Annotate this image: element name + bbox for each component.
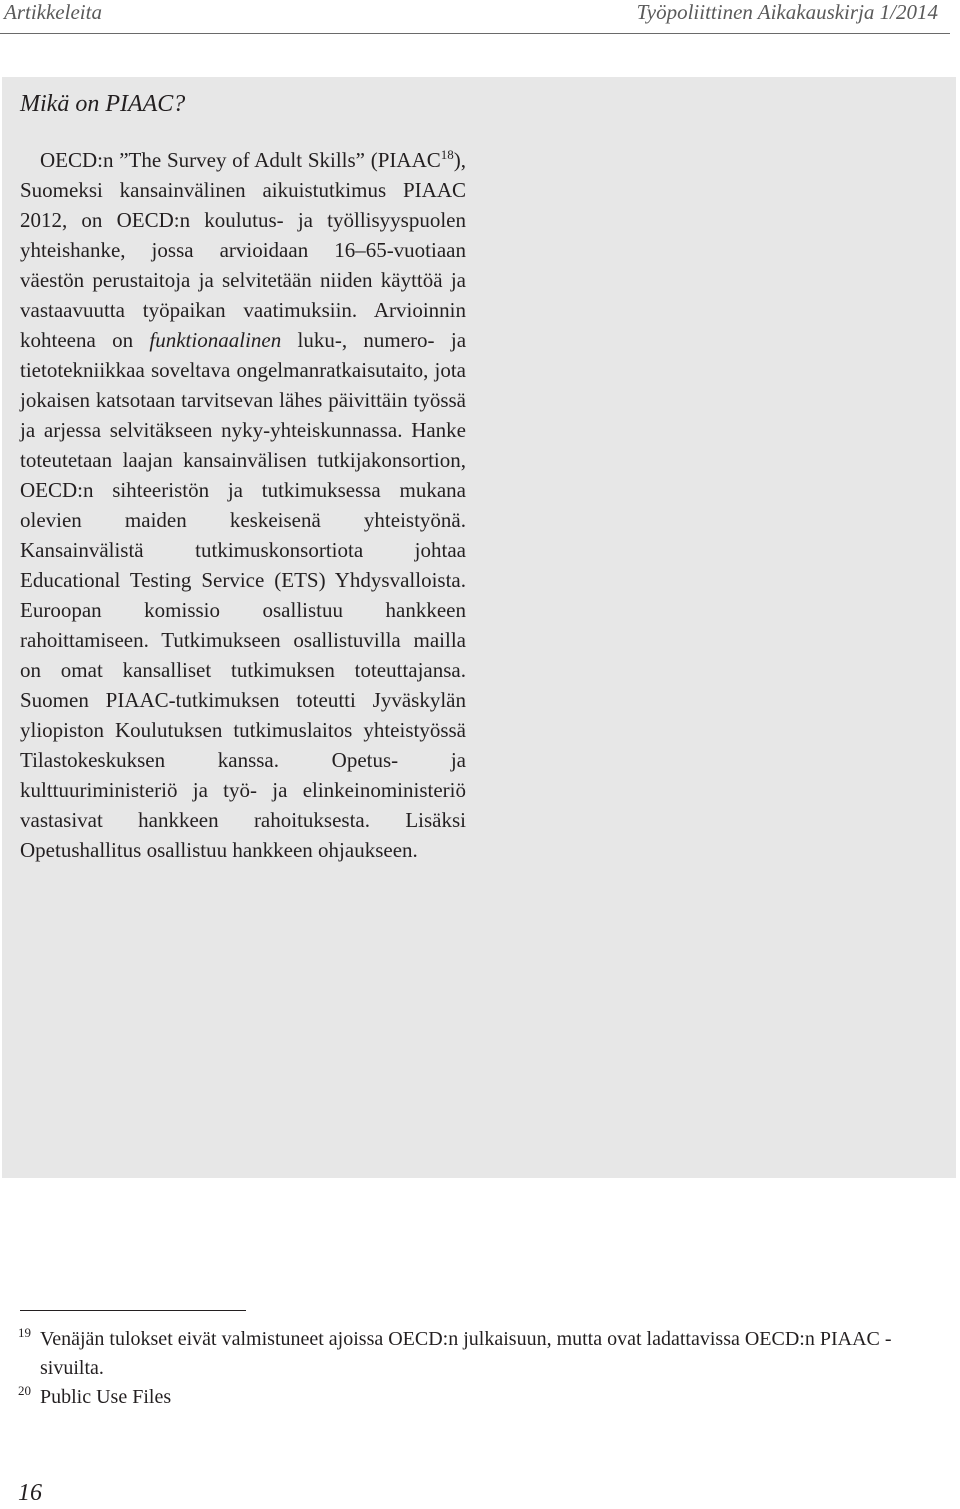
text-run: OECD:n ”The Survey of Adult Skills” (PIAAC [40,148,441,172]
header-rule [0,33,950,34]
footnote-rule [20,1310,246,1311]
page-number: 16 [18,1480,42,1506]
info-box [2,77,956,1178]
journal-title: Työpoliittinen Aikakauskirja 1/2014 [636,0,938,24]
footnote-text: Venäjän tulokset eivät valmistuneet ajoissa OECD:n julkaisuun, mutta ovat ladattavissa OECD:n PIAAC -sivuilta. [40,1328,892,1379]
running-head [0,0,960,30]
box-title: Mikä on PIAAC? [20,91,186,117]
section-label: Artikkeleita [4,0,102,24]
footnote: 20 Public Use Files [18,1383,172,1408]
footnotes [18,1325,948,1412]
text-run: luku-, numero- ja tietotekniikkaa soveltava ongelmanratkaisutaito, jota jokaisen katsotaan tarvitsevan lähes päivittäin työssä ja arjessa selvitäkseen nyky-yhteiskunnassa. Hanke toteutetaan laajan kansainvälisen tutkijakonsortion, OECD:n sihteeristön ja tutkimuksessa mukana olevien maiden keskeisenä yhteistyönä. Kansainvälistä tutkimuskonsortiota johtaa Educational Testing Service (ETS) Yhdysvalloista. Euroopan komissio osallistuu hankkeen rahoittamiseen. Tutkimukseen osallistuvilla mailla on omat kansalliset tutkimuksen toteuttajansa. Suomen PIAAC-tutkimuksen toteutti Jyväskylän yliopiston Koulutuksen tutkimuslaitos yhteistyössä Tilastokeskuksen kanssa. Opetus- ja kulttuuriministeriö ja työ- ja elinkeinoministeriö vastasivat hankkeen rahoituksesta. Lisäksi Opetushallitus osallistuu hankkeen ohjaukseen. [20,328,467,862]
footnote: 19 Venäjän tulokset eivät valmistuneet ajoissa OECD:n julkaisuun, mutta ovat ladattavissa OECD:n PIAAC -sivuilta. [18,1325,892,1379]
box-paragraph-1 [20,145,466,865]
emphasis: funktionaalinen [149,328,282,352]
box-left-column [20,89,466,865]
text-run: ), Suomeksi kansainvälinen aikuistutkimus PIAAC 2012, on OECD:n koulutus- ja työllisyyspuolen yhteishanke, jossa arvioidaan 16–65-vuotiaan väestön perustaitoja ja selvitetään niiden käyttöä ja vastaavuutta työpaikan vaatimuksiin. Arvioinnin kohteena on [20,148,466,352]
footnote-ref-18: 18 [440,147,454,162]
footnote-text: Public Use Files [40,1386,172,1408]
